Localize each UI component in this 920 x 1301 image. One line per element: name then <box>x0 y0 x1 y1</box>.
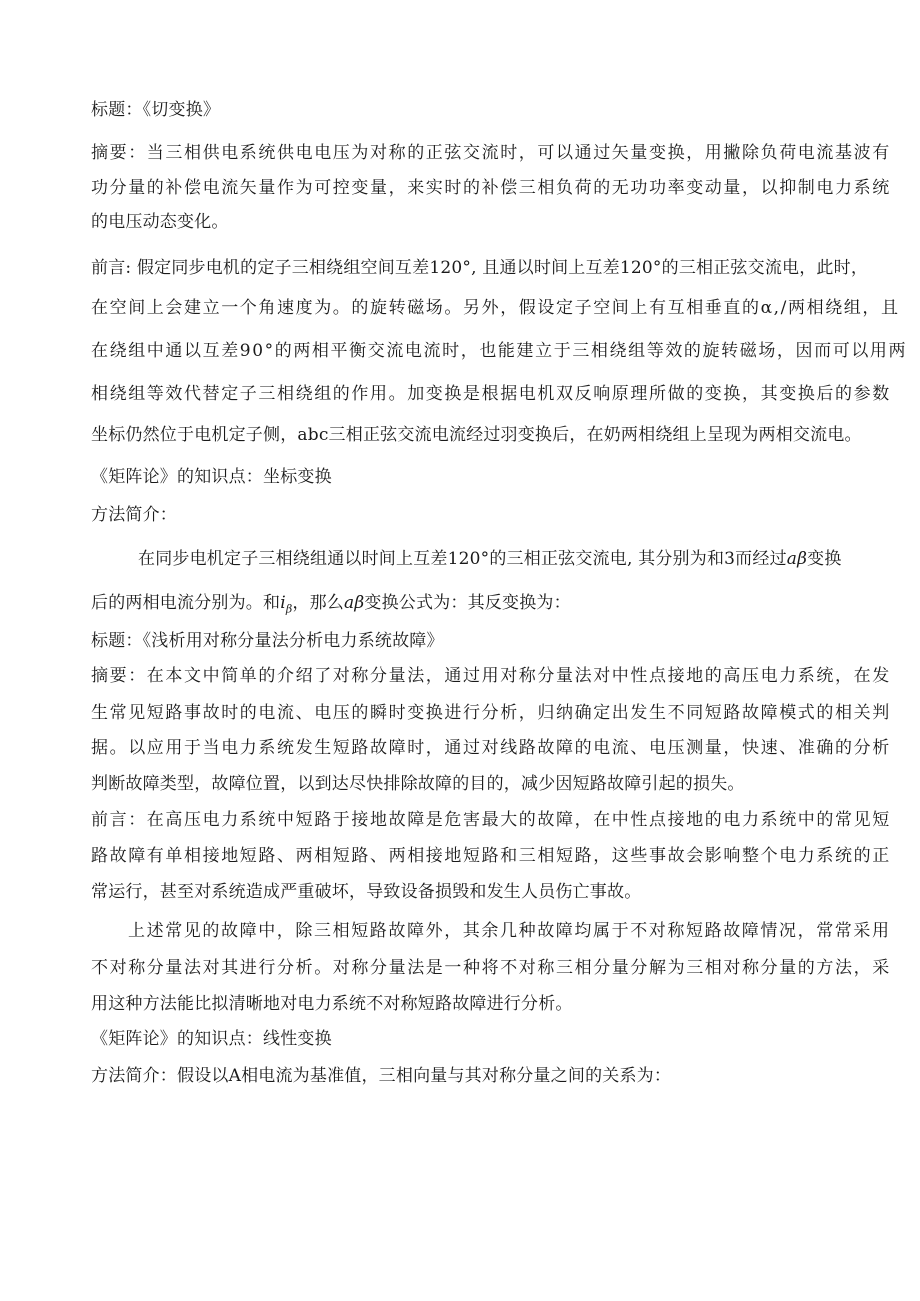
abstract-2-line-4: 判断故障类型，故障位置，以到达尽快排除故障的目的，减少因短路故障引起的损失。 <box>91 774 745 794</box>
intro-1-line-3: 在绕组中通以互差90°的两相平衡交流电流时，也能建立于三相绕组等效的旋转磁场，因而可以用两 <box>91 341 908 361</box>
abstract-1-line-3: 的电压动态变化。 <box>91 212 229 232</box>
knowledge-point-1: 《矩阵论》的知识点：坐标变换 <box>91 467 332 487</box>
intro-1-line-1: 前言: 假定同步电机的定子三相绕组空间互差120°, 且通以时间上互差120°的三相正弦交流电，此时， <box>91 258 869 278</box>
body-2-line-2: 不对称分量法对其进行分析。对称分量法是一种将不对称三相分量分解为三相对称分量的方法，采 <box>91 958 891 978</box>
intro-1-line-5: 坐标仍然位于电机定子侧，abc三相正弦交流电流经过羽变换后，在奶两相绕组上呈现为两相交流电。 <box>91 425 862 445</box>
body-2-line-3: 用这种方法能比拟清晰地对电力系统不对称短路故障进行分析。 <box>91 994 573 1014</box>
intro-1-line-4: 相绕组等效代替定子三相绕组的作用。加变换是根据电机双反响原理所做的变换，其变换后的参数 <box>91 384 891 404</box>
doc-title-1: 标题：《切变换》 <box>91 100 221 120</box>
abstract-2-line-2: 生常见短路事故时的电流、电压的瞬时变换进行分析，归纳确定出发生不同短路故障模式的相关判 <box>91 703 891 723</box>
doc-title-2: 标题：《浅析用对称分量法分析电力系统故障》 <box>91 631 444 651</box>
method-1-line-1-tail: 变换 <box>807 549 842 569</box>
intro-2-line-1: 前言：在高压电力系统中短路于接地故障是危害最大的故障，在中性点接地的电力系统中的常见短 <box>91 810 891 830</box>
method-2-line-1: 方法简介：假设以A相电流为基准值，三相向量与其对称分量之间的关系为： <box>91 1066 672 1086</box>
abstract-1-line-1: 摘要：当三相供电系统供电电压为对称的正弦交流时，可以通过矢量变换，用撇除负荷电流基波有 <box>91 143 891 163</box>
method-1-line-2 <box>91 593 571 619</box>
intro-1-line-2: 在空间上会建立一个角速度为。的旋转磁场。另外，假设定子空间上有互相垂直的α,/两相绕组，且 <box>91 298 900 318</box>
method-1-line-1 <box>138 549 842 569</box>
method-1-line-1-text: 在同步电机定子三相绕组通以时间上互差120°的三相正弦交流电, 其分别为和3而经过 <box>138 549 787 569</box>
method-1-line-2-text: 后的两相电流分别为。和 <box>91 593 281 613</box>
abstract-2-line-1: 摘要：在本文中简单的介绍了对称分量法，通过用对称分量法对中性点接地的高压电力系统，在发 <box>91 666 891 686</box>
alpha-beta-symbol: aβ <box>786 549 808 569</box>
intro-2-line-2: 路故障有单相接地短路、两相短路、两相接地短路和三相短路，这些事故会影响整个电力系统的正 <box>91 846 891 866</box>
i-beta-symbol: $i_\beta$ <box>280 593 293 616</box>
method-1-heading: 方法简介： <box>91 505 177 525</box>
method-1-line-2-mid: ，那么 <box>292 593 345 613</box>
body-2-line-1: 上述常见的故障中，除三相短路故障外，其余几种故障均属于不对称短路故障情况，常常采用 <box>128 921 891 941</box>
method-1-line-2-tail: 变换公式为：其反变换为： <box>364 593 571 613</box>
knowledge-point-2: 《矩阵论》的知识点：线性变换 <box>91 1029 332 1049</box>
abstract-1-line-2: 功分量的补偿电流矢量作为可控变量，来实时的补偿三相负荷的无功功率变动量，以抑制电力系统 <box>91 178 891 198</box>
intro-2-line-3: 常运行，甚至对系统造成严重破坏，导致设备损毁和发生人员伤亡事故。 <box>91 882 642 902</box>
alpha-beta-symbol-2: aβ <box>344 593 365 613</box>
abstract-2-line-3: 据。以应用于当电力系统发生短路故障时，通过对线路故障的电流、电压测量，快速、准确的分析 <box>91 738 891 758</box>
